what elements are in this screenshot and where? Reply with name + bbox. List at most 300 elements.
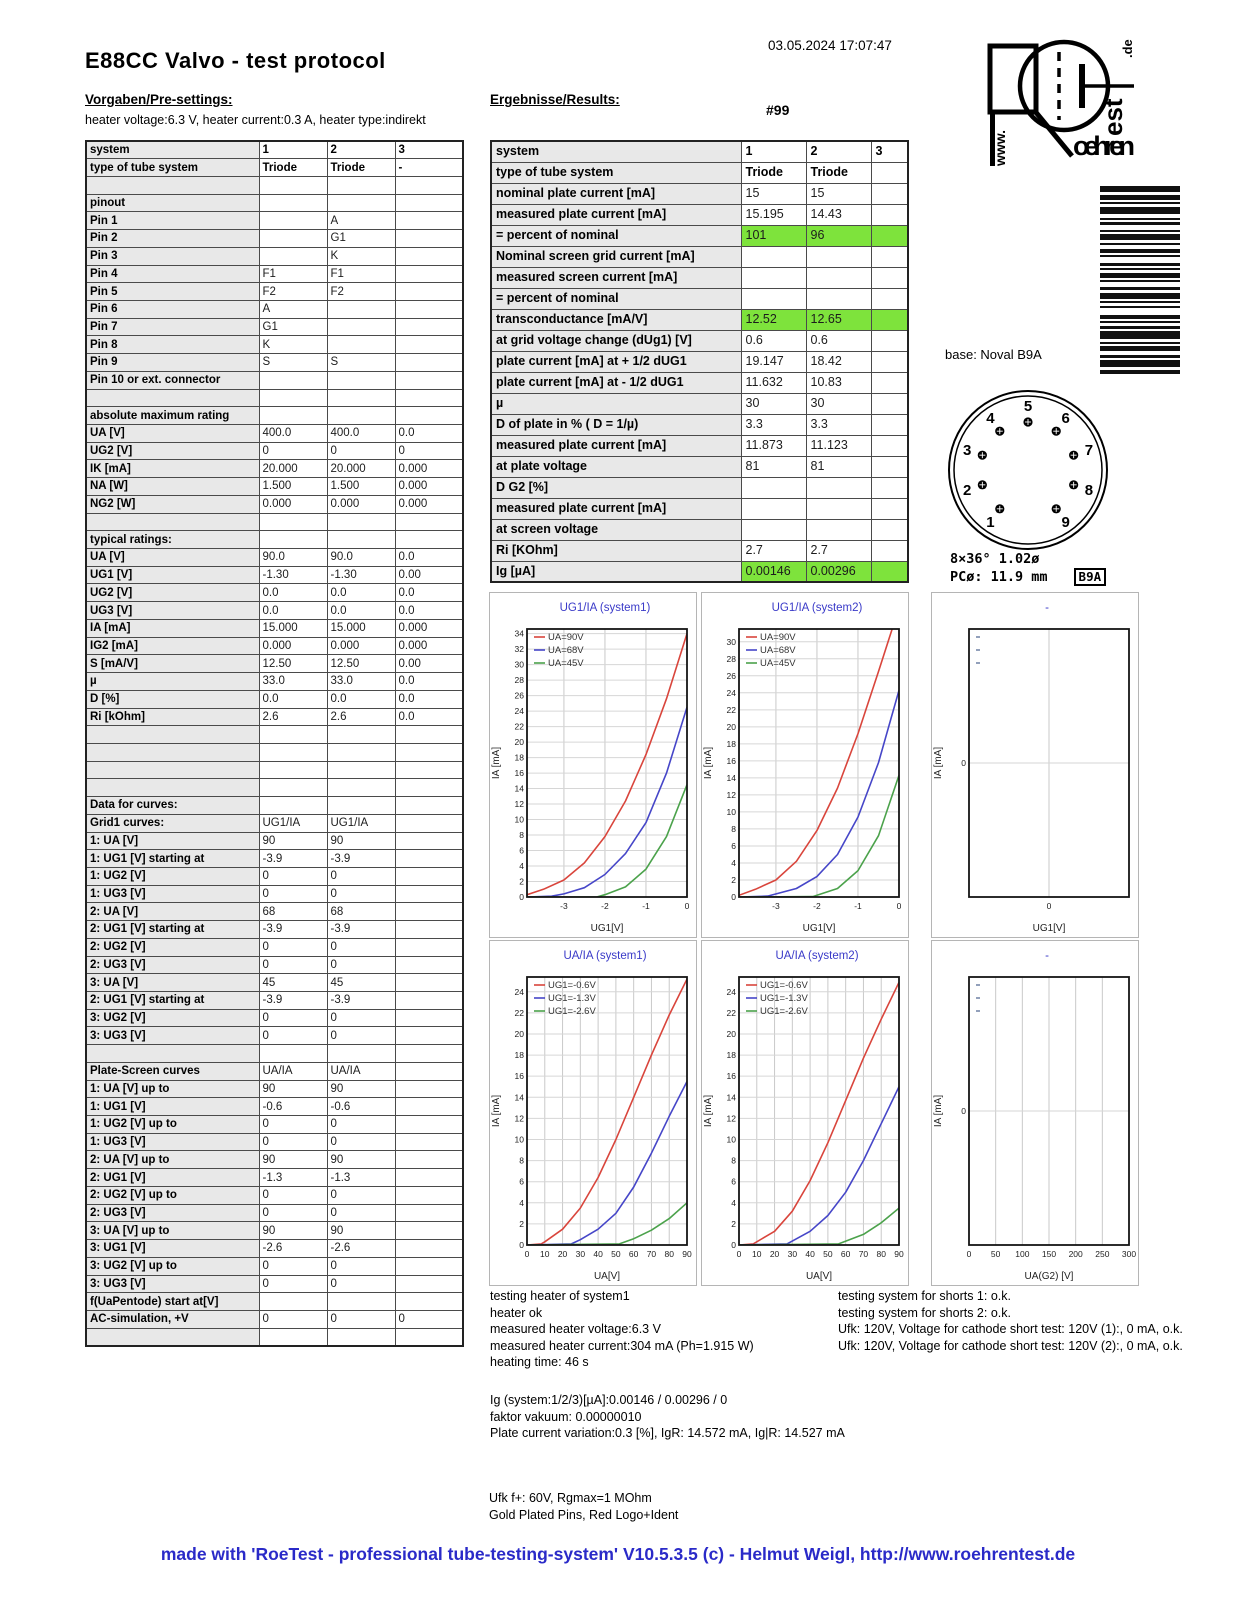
svg-text:14: 14 — [514, 1092, 524, 1103]
svg-text:0: 0 — [731, 892, 736, 902]
table-row — [86, 1009, 463, 1027]
svg-text:34: 34 — [514, 628, 524, 639]
note-line: testing system for shorts 2: o.k. — [838, 1305, 1011, 1320]
svg-text:UA=90V: UA=90V — [760, 632, 796, 643]
row-label: 2: UG3 [V] — [86, 1204, 259, 1222]
svg-text:18: 18 — [514, 752, 524, 763]
row-value: -1.3 — [327, 1169, 395, 1187]
svg-text:0: 0 — [736, 1249, 742, 1259]
row-value: 2.6 — [259, 708, 327, 726]
table-row — [86, 1080, 463, 1098]
row-label — [86, 779, 259, 797]
svg-text:0: 0 — [1046, 901, 1052, 911]
svg-text:16: 16 — [514, 768, 524, 779]
svg-text:UG1/IA (system2): UG1/IA (system2) — [771, 602, 863, 614]
table-row — [86, 531, 463, 549]
row-value — [395, 1151, 463, 1169]
row-value — [395, 974, 463, 992]
socket-spec — [950, 551, 1106, 586]
row-value: 90 — [259, 1222, 327, 1240]
svg-text:20: 20 — [557, 1249, 568, 1259]
row-label: at grid voltage change (dUg1) [V] — [491, 330, 741, 351]
row-value — [871, 225, 908, 246]
row-value: 0.0 — [395, 708, 463, 726]
row-value: 0.0 — [327, 602, 395, 620]
row-value: 11.632 — [741, 372, 806, 393]
svg-text:-3: -3 — [772, 901, 780, 911]
svg-text:10: 10 — [752, 1249, 762, 1259]
row-value: 15 — [806, 183, 871, 204]
row-label: 3: UG2 [V] up to — [86, 1257, 259, 1275]
svg-text:UA[V]: UA[V] — [805, 1271, 833, 1282]
row-label: D G2 [%] — [491, 477, 741, 498]
row-label: µ — [491, 393, 741, 414]
row-value — [395, 371, 463, 389]
svg-text:IA [mA]: IA [mA] — [491, 746, 502, 780]
svg-text:30: 30 — [575, 1249, 586, 1259]
svg-text:50: 50 — [990, 1249, 1001, 1259]
table-row — [491, 183, 908, 204]
row-label: 3: UG3 [V] — [86, 1275, 259, 1293]
row-label: Pin 8 — [86, 336, 259, 354]
note-line: heater ok — [490, 1305, 543, 1320]
svg-text:28: 28 — [726, 653, 736, 664]
svg-text:90: 90 — [894, 1249, 904, 1259]
table-row — [86, 460, 463, 478]
svg-text:150: 150 — [1041, 1249, 1057, 1259]
svg-text:UG1/IA (system1): UG1/IA (system1) — [559, 602, 651, 614]
table-row — [86, 371, 463, 389]
row-label: µ — [86, 673, 259, 691]
row-value — [259, 726, 327, 744]
row-value — [806, 519, 871, 540]
svg-text:2: 2 — [731, 1218, 736, 1229]
results-heading: Ergebnisse/Results: — [490, 92, 620, 107]
row-value: 0.0 — [395, 549, 463, 567]
row-label: 2: UG1 [V] — [86, 1169, 259, 1187]
svg-text:UG1[V]: UG1[V] — [590, 923, 624, 934]
row-value — [395, 938, 463, 956]
row-label: f(UaPentode) start at[V] — [86, 1293, 259, 1311]
row-value — [395, 1169, 463, 1187]
table-row — [86, 673, 463, 691]
row-label: Pin 1 — [86, 212, 259, 230]
svg-text:UA=68V: UA=68V — [548, 645, 584, 656]
row-value — [871, 309, 908, 330]
row-label: at screen voltage — [491, 519, 741, 540]
row-value: 0.000 — [395, 619, 463, 637]
row-value: 0.000 — [395, 460, 463, 478]
row-label — [86, 389, 259, 407]
row-value: 0 — [259, 938, 327, 956]
row-label: Data for curves: — [86, 797, 259, 815]
row-value — [259, 194, 327, 212]
row-value: -1.30 — [259, 566, 327, 584]
table-row — [86, 708, 463, 726]
svg-text:250: 250 — [1095, 1249, 1110, 1259]
row-label: Ig [µA] — [491, 561, 741, 582]
row-label: 1: UG2 [V] up to — [86, 1116, 259, 1134]
row-value — [259, 371, 327, 389]
svg-text:24: 24 — [514, 706, 524, 717]
table-row — [491, 456, 908, 477]
row-value: -0.6 — [327, 1098, 395, 1116]
row-value — [871, 561, 908, 582]
row-label: Pin 3 — [86, 247, 259, 265]
row-value — [327, 743, 395, 761]
row-value — [871, 162, 908, 183]
row-value: -1.3 — [259, 1169, 327, 1187]
row-value — [395, 389, 463, 407]
row-value: 81 — [806, 456, 871, 477]
row-value: 0 — [259, 1257, 327, 1275]
row-value: 15.195 — [741, 204, 806, 225]
row-label: Pin 10 or ext. connector — [86, 371, 259, 389]
table-row — [491, 561, 908, 582]
svg-text:UG1=-0.6V: UG1=-0.6V — [548, 980, 596, 991]
row-value: 0.0 — [395, 690, 463, 708]
row-value: 101 — [741, 225, 806, 246]
svg-text:20: 20 — [726, 1028, 736, 1039]
row-label — [86, 1328, 259, 1346]
row-value: 0.0 — [259, 584, 327, 602]
chart-ua-ia-system2 — [701, 940, 909, 1286]
row-value: F1 — [327, 265, 395, 283]
row-value: 12.52 — [741, 309, 806, 330]
row-label: 1: UG1 [V] starting at — [86, 850, 259, 868]
svg-text:-3: -3 — [560, 901, 568, 911]
row-value: 90 — [259, 832, 327, 850]
row-value — [741, 519, 806, 540]
table-row — [86, 176, 463, 194]
row-value: 96 — [806, 225, 871, 246]
svg-text:16: 16 — [514, 1071, 524, 1082]
row-label: Pin 2 — [86, 230, 259, 248]
row-value — [327, 531, 395, 549]
table-row — [86, 921, 463, 939]
svg-text:6: 6 — [519, 845, 524, 856]
row-value — [806, 246, 871, 267]
svg-text:UA/IA (system2): UA/IA (system2) — [775, 950, 859, 962]
row-value — [259, 230, 327, 248]
socket-pin-9: 9 — [1061, 513, 1070, 531]
row-value: 0.000 — [259, 637, 327, 655]
row-value — [259, 761, 327, 779]
svg-text:UA(G2) [V]: UA(G2) [V] — [1024, 1271, 1074, 1282]
table-row — [491, 351, 908, 372]
row-value: 0 — [259, 442, 327, 460]
table-row — [86, 265, 463, 283]
svg-text:2: 2 — [519, 876, 524, 887]
svg-text:8: 8 — [519, 1155, 524, 1166]
row-label — [86, 726, 259, 744]
row-value: 0.0 — [259, 602, 327, 620]
row-value — [327, 407, 395, 425]
row-value — [871, 414, 908, 435]
svg-text:12: 12 — [726, 789, 736, 800]
row-value — [395, 354, 463, 372]
table-row — [86, 1257, 463, 1275]
row-value — [871, 372, 908, 393]
row-value — [327, 300, 395, 318]
table-row — [86, 1151, 463, 1169]
row-value — [395, 921, 463, 939]
row-value — [259, 247, 327, 265]
table-row — [86, 495, 463, 513]
row-value: 1.500 — [259, 478, 327, 496]
row-value: 0.000 — [327, 495, 395, 513]
row-value: 0 — [327, 867, 395, 885]
svg-text:14: 14 — [514, 783, 524, 794]
row-value: -2.6 — [259, 1240, 327, 1258]
barcode — [1100, 186, 1180, 398]
row-value: -3.9 — [259, 921, 327, 939]
svg-text:www.: www. — [992, 129, 1008, 166]
table-row — [86, 159, 463, 177]
row-value: 0 — [395, 1310, 463, 1328]
row-value: -3.9 — [259, 850, 327, 868]
table-row — [86, 336, 463, 354]
row-value: 0 — [327, 1257, 395, 1275]
row-label: measured plate current [mA] — [491, 435, 741, 456]
svg-text:IA [mA]: IA [mA] — [491, 1094, 502, 1128]
row-value — [871, 288, 908, 309]
row-value: 12.50 — [327, 655, 395, 673]
row-value — [395, 1240, 463, 1258]
row-label: AC-simulation, +V — [86, 1310, 259, 1328]
row-value — [259, 531, 327, 549]
row-value — [395, 265, 463, 283]
row-label — [86, 513, 259, 531]
table-row — [491, 204, 908, 225]
svg-text:300: 300 — [1121, 1249, 1137, 1259]
svg-text:26: 26 — [514, 690, 524, 701]
svg-text:UG1=-0.6V: UG1=-0.6V — [760, 980, 808, 991]
presettings-heading: Vorgaben/Pre-settings: — [85, 92, 233, 107]
table-row — [86, 1186, 463, 1204]
svg-text:-1: -1 — [854, 901, 862, 911]
svg-text:8: 8 — [519, 830, 524, 841]
svg-text:UA[V]: UA[V] — [593, 1271, 621, 1282]
row-value — [395, 1275, 463, 1293]
row-label: 1: UG3 [V] — [86, 1133, 259, 1151]
row-value: F2 — [259, 283, 327, 301]
row-value — [259, 212, 327, 230]
row-value — [741, 267, 806, 288]
row-value: 0 — [259, 1310, 327, 1328]
svg-text:2: 2 — [519, 1218, 524, 1229]
svg-text:UG1[V]: UG1[V] — [1032, 923, 1066, 934]
pre-settings-table — [85, 140, 464, 1347]
svg-text:0: 0 — [519, 1240, 524, 1250]
table-row — [86, 584, 463, 602]
table-row — [491, 246, 908, 267]
table-row — [86, 194, 463, 212]
svg-text:40: 40 — [593, 1249, 603, 1259]
row-value — [395, 230, 463, 248]
row-value — [259, 389, 327, 407]
row-label: system — [491, 141, 741, 162]
row-value — [327, 726, 395, 744]
table-row — [86, 1293, 463, 1311]
row-value: -3.9 — [327, 850, 395, 868]
table-row — [86, 867, 463, 885]
row-value: 0.0 — [395, 584, 463, 602]
table-row — [86, 549, 463, 567]
row-value: 0 — [327, 1027, 395, 1045]
row-label: Pin 5 — [86, 283, 259, 301]
socket-pin-1: 1 — [986, 513, 995, 531]
row-value — [395, 867, 463, 885]
row-value — [395, 1116, 463, 1134]
row-label: UG3 [V] — [86, 602, 259, 620]
table-row — [491, 330, 908, 351]
svg-text:4: 4 — [519, 861, 524, 872]
row-label: 2: UG1 [V] starting at — [86, 992, 259, 1010]
row-value: UG1/IA — [259, 814, 327, 832]
row-value: 90.0 — [327, 549, 395, 567]
row-value: 0 — [327, 1310, 395, 1328]
row-value: 400.0 — [327, 425, 395, 443]
svg-text:0: 0 — [966, 1249, 972, 1259]
svg-text:4: 4 — [731, 1197, 736, 1208]
row-value: 90 — [327, 1151, 395, 1169]
row-value — [395, 176, 463, 194]
row-label: 2: UA [V] up to — [86, 1151, 259, 1169]
notes-shorts — [838, 1288, 1190, 1354]
row-label: Nominal screen grid current [mA] — [491, 246, 741, 267]
svg-text:0: 0 — [684, 901, 690, 911]
table-row — [86, 300, 463, 318]
svg-text:24: 24 — [726, 986, 736, 997]
table-row — [86, 1027, 463, 1045]
svg-text:90: 90 — [682, 1249, 692, 1259]
row-value — [395, 1133, 463, 1151]
footer-credit: made with 'RoeTest - professional tube-testing-system' V10.5.3.5 (c) - Helmut Weigl, http://www.roehrentest.de — [160, 1544, 1076, 1564]
row-value — [259, 513, 327, 531]
row-value: G1 — [327, 230, 395, 248]
table-row — [86, 283, 463, 301]
svg-text:oehren: oehren — [1073, 131, 1135, 161]
row-label: UG1 [V] — [86, 566, 259, 584]
row-label: 2: UA [V] — [86, 903, 259, 921]
svg-text:22: 22 — [726, 704, 736, 715]
row-value — [327, 1328, 395, 1346]
row-value — [395, 903, 463, 921]
row-value: 400.0 — [259, 425, 327, 443]
note-line: measured heater current:304 mA (Ph=1.915 W) — [490, 1338, 754, 1353]
row-label: S [mA/V] — [86, 655, 259, 673]
svg-text:40: 40 — [805, 1249, 815, 1259]
svg-text:10: 10 — [514, 814, 524, 825]
row-value — [871, 393, 908, 414]
table-row — [491, 435, 908, 456]
svg-text:8: 8 — [731, 1155, 736, 1166]
svg-text:0: 0 — [961, 1106, 966, 1116]
note-line: heating time: 46 s — [490, 1355, 589, 1369]
table-row — [86, 602, 463, 620]
row-label: Grid1 curves: — [86, 814, 259, 832]
row-label: NG2 [W] — [86, 495, 259, 513]
row-value — [395, 1293, 463, 1311]
table-row — [86, 726, 463, 744]
row-value: 3.3 — [806, 414, 871, 435]
row-value: 0 — [259, 1204, 327, 1222]
row-value: 12.50 — [259, 655, 327, 673]
table-row — [86, 903, 463, 921]
socket-spec-line1: 8×36° 1.02ø — [950, 551, 1040, 567]
svg-text:26: 26 — [726, 670, 736, 681]
row-value — [259, 797, 327, 815]
table-row — [86, 1204, 463, 1222]
table-row — [86, 1240, 463, 1258]
row-label: system — [86, 141, 259, 159]
row-value: Triode — [259, 159, 327, 177]
page-title: E88CC Valvo - test protocol — [85, 48, 386, 73]
row-label: 1: UG2 [V] — [86, 867, 259, 885]
svg-text:60: 60 — [840, 1249, 851, 1259]
row-value — [395, 1098, 463, 1116]
svg-text:UG1=-2.6V: UG1=-2.6V — [548, 1006, 596, 1017]
table-row — [491, 288, 908, 309]
svg-text:-: - — [1045, 602, 1049, 614]
row-value: 3 — [871, 141, 908, 162]
note-line: Plate current variation:0.3 [%], IgR: 14.572 mA, Ig|R: 14.527 mA — [490, 1426, 845, 1440]
svg-text:UA=90V: UA=90V — [548, 632, 584, 643]
row-value — [395, 885, 463, 903]
row-value: -1.30 — [327, 566, 395, 584]
row-value — [871, 246, 908, 267]
note-line: Ufk f+: 60V, Rgmax=1 MOhm — [489, 1491, 652, 1505]
row-value: -2.6 — [327, 1240, 395, 1258]
table-row — [86, 1098, 463, 1116]
table-row — [86, 425, 463, 443]
table-row — [86, 230, 463, 248]
row-value — [395, 194, 463, 212]
row-label: Pin 9 — [86, 354, 259, 372]
row-value — [395, 407, 463, 425]
row-label: 3: UA [V] up to — [86, 1222, 259, 1240]
row-label: 2: UG3 [V] — [86, 956, 259, 974]
table-row — [86, 761, 463, 779]
chart-ug1-ia-system2 — [701, 592, 909, 938]
row-value — [395, 1186, 463, 1204]
row-value — [871, 204, 908, 225]
row-label: Pin 7 — [86, 318, 259, 336]
svg-text:6: 6 — [731, 840, 736, 851]
row-value: -0.6 — [259, 1098, 327, 1116]
row-value — [871, 330, 908, 351]
row-value: 90.0 — [259, 549, 327, 567]
row-value: 81 — [741, 456, 806, 477]
note-line: measured heater voltage:6.3 V — [490, 1322, 661, 1336]
row-value: 0.6 — [741, 330, 806, 351]
row-value: K — [327, 247, 395, 265]
row-value: S — [259, 354, 327, 372]
row-label — [86, 176, 259, 194]
socket-badge: B9A — [1074, 568, 1107, 586]
row-value: -3.9 — [259, 992, 327, 1010]
row-value: 0.00146 — [741, 561, 806, 582]
svg-text:28: 28 — [514, 675, 524, 686]
row-value: 3.3 — [741, 414, 806, 435]
table-row — [86, 389, 463, 407]
svg-text:4: 4 — [519, 1197, 524, 1208]
row-value: -3.9 — [327, 921, 395, 939]
table-row — [491, 414, 908, 435]
row-value: 30 — [806, 393, 871, 414]
row-label: 3: UG2 [V] — [86, 1009, 259, 1027]
